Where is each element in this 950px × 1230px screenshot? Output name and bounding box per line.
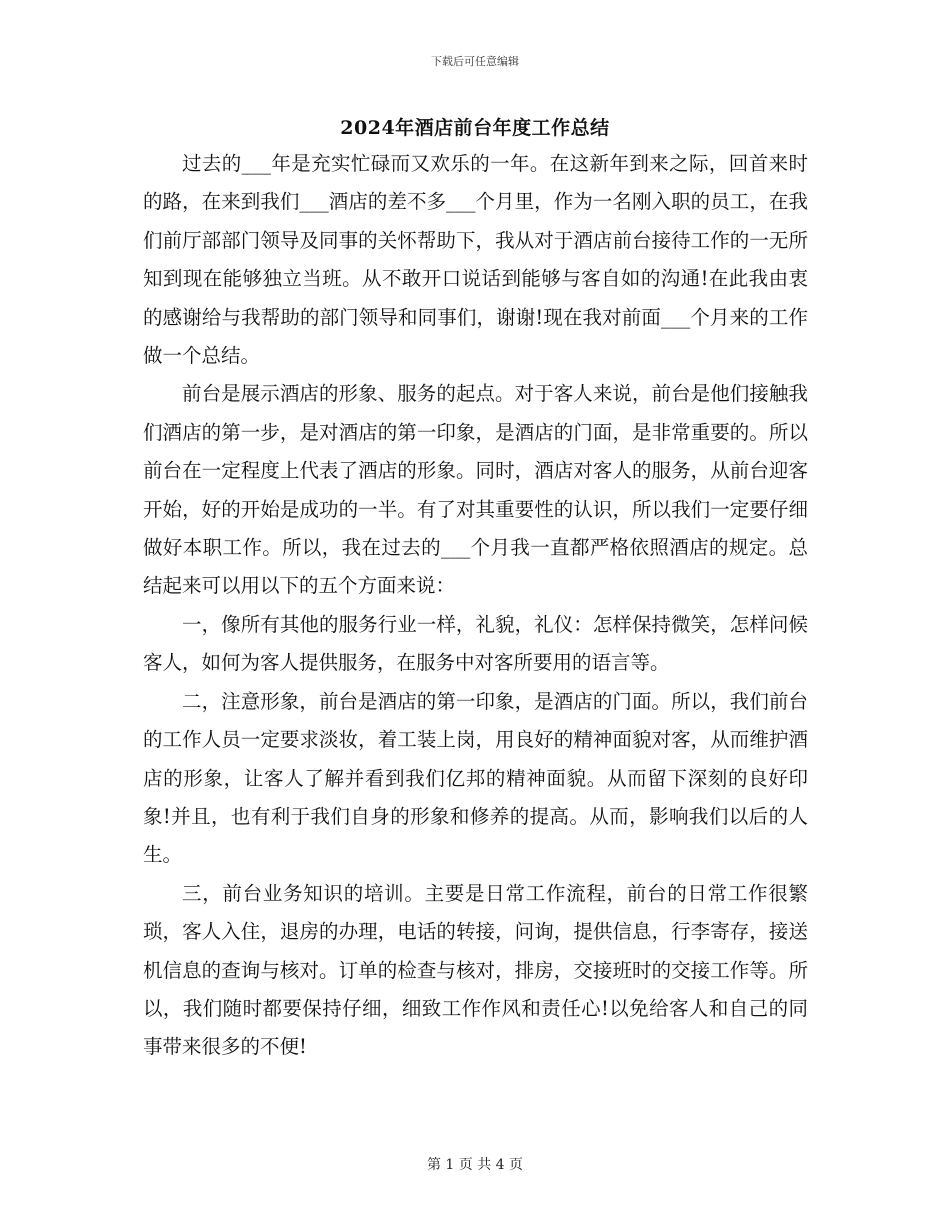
paragraph-4: 二，注意形象，前台是酒店的第一印象，是酒店的门面。所以，我们前台的工作人员一定要求淡妆，着工装上岗，用良好的精神面貌对客，从而维护酒店的形象，让客人了解并看到我们亿邦的精神面貌。从而留下深刻的良好印象!并且，也有利于我们自身的形象和修养的提高。从而，影响我们以后的人生。 [143,689,808,867]
paragraph-3: 一，像所有其他的服务行业一样，礼貌，礼仪：怎样保持微笑，怎样问候客人，如何为客人提供服务，在服务中对客所要用的语言等。 [143,612,808,675]
paragraph-2: 前台是展示酒店的形象、服务的起点。对于客人来说，前台是他们接触我们酒店的第一步，是对酒店的第一印象，是酒店的门面，是非常重要的。所以前台在一定程度上代表了酒店的形象。同时，酒店对客人的服务，从前台迎客开始，好的开始是成功的一半。有了对其重要性的认识，所以我们一定要仔细做好本职工作。所以，我在过去的___个月我一直都严格依照酒店的规定。总结起来可以用以下的五个方面来说： [143,382,808,598]
paragraph-5: 三，前台业务知识的培训。主要是日常工作流程，前台的日常工作很繁琐，客人入住，退房的办理，电话的转接，问询，提供信息，行李寄存，接送机信息的查询与核对。订单的检查与核对，排房，交接班时的交接工作等。所以，我们随时都要保持仔细，细致工作作风和责任心!以免给客人和自己的同事带来很多的不便! [143,881,808,1059]
page-number: 第 1 页 共 4 页 [426,1157,524,1173]
page-header-note: 下载后可任意编辑 [431,55,519,68]
paragraph-1: 过去的___年是充实忙碌而又欢乐的一年。在这新年到来之际，回首来时的路，在来到我们___酒店的差不多___个月里，作为一名刚入职的员工，在我们前厅部部门领导及同事的关怀帮助下，我从对于酒店前台接待工作的一无所知到现在能够独立当班。从不敢开口说话到能够与客自如的沟通!在此我由衷的感谢给与我帮助的部门领导和同事们，谢谢!现在我对前面___个月来的工作做一个总结。 [143,152,808,368]
document-body [143,145,808,1067]
document-title: 2024年酒店前台年度工作总结 [340,117,610,139]
